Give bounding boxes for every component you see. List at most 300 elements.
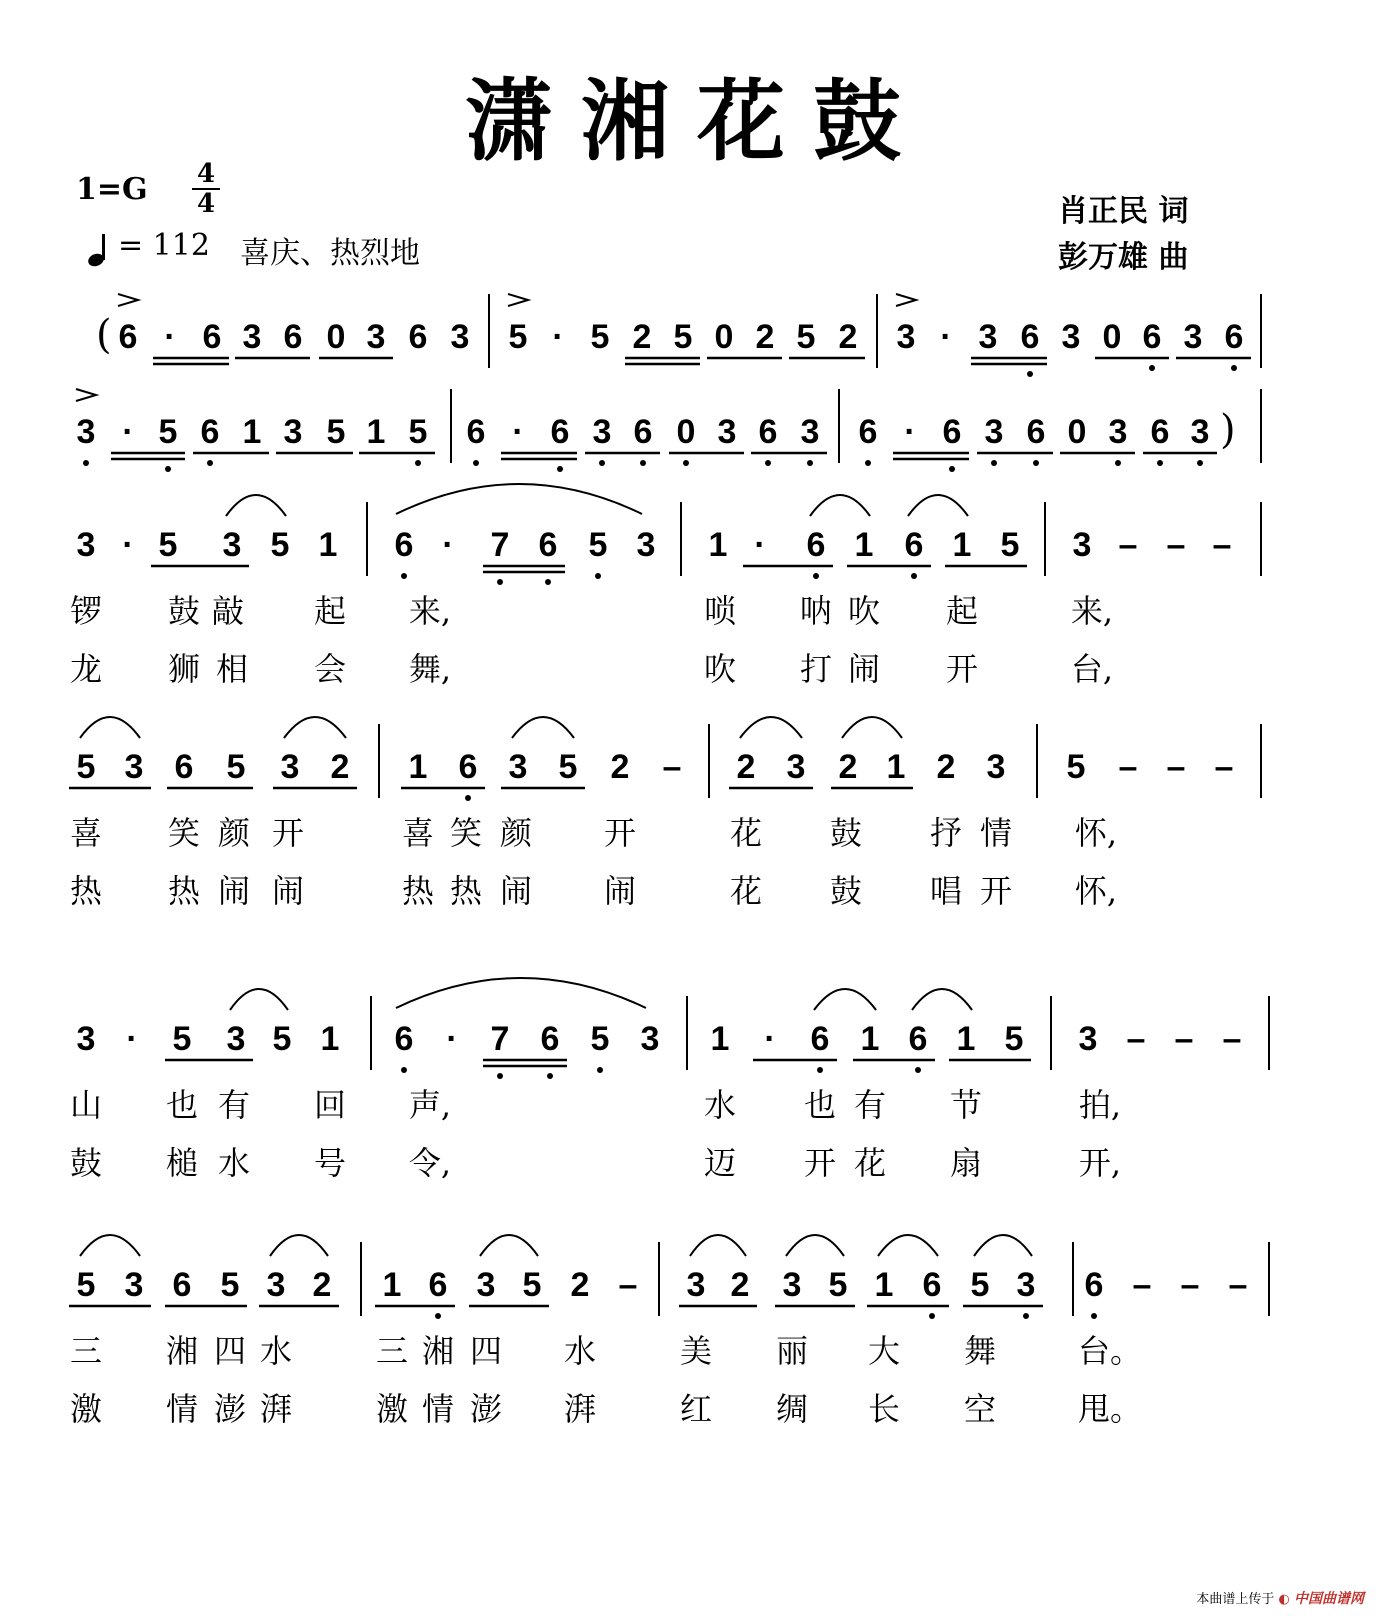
note: 2 — [632, 318, 652, 356]
low-octave-dot — [207, 460, 213, 466]
lyric-char: 开 — [945, 650, 979, 688]
footer-brand: 中国曲谱网 — [1294, 1591, 1364, 1607]
note: 3 — [124, 1266, 144, 1304]
note: · — [164, 318, 176, 356]
note: 6 — [466, 413, 486, 451]
low-octave-dot — [497, 1073, 503, 1079]
note: 5 — [272, 1020, 292, 1058]
low-octave-dot — [949, 466, 955, 472]
note: 6 — [904, 526, 924, 564]
barline — [1260, 294, 1262, 368]
lyric-char: 吹 — [847, 592, 881, 630]
lyric-char: 丽 — [775, 1332, 809, 1370]
note: 5 — [76, 748, 96, 786]
lyric-char: 回 — [313, 1086, 347, 1124]
note: 3 — [222, 526, 242, 564]
note: 1 — [708, 526, 728, 564]
note: 5 — [76, 1266, 96, 1304]
note: 5 — [270, 526, 290, 564]
time-signature-top: 4 — [196, 159, 216, 189]
lyric-char: 甩。 — [1077, 1390, 1143, 1428]
lyric-char: 湘 — [421, 1332, 455, 1370]
low-octave-dot — [599, 460, 605, 466]
note: 3 — [1072, 526, 1092, 564]
lyric-char: 鼓 — [167, 592, 201, 630]
note: 0 — [714, 318, 734, 356]
note: 6 — [200, 413, 220, 451]
low-octave-dot — [807, 460, 813, 466]
note: 6 — [922, 1266, 942, 1304]
note: 6 — [540, 1020, 560, 1058]
slur — [878, 1235, 938, 1256]
lyric-char: 闹 — [217, 872, 251, 910]
barline — [1036, 724, 1038, 798]
lyric-char: 四 — [213, 1332, 247, 1370]
note: 3 — [984, 413, 1004, 451]
lyric-char: 开, — [1078, 1144, 1122, 1182]
note: 5 — [326, 413, 346, 451]
lyric-char: 开 — [979, 872, 1013, 910]
lyric-char: 怀, — [1074, 872, 1118, 910]
low-octave-dot — [683, 460, 689, 466]
note: 6 — [1142, 318, 1162, 356]
lyric-char: 令, — [408, 1144, 452, 1182]
note: 3 — [76, 1020, 96, 1058]
slur — [814, 989, 876, 1010]
slur — [230, 989, 288, 1010]
low-octave-dot — [929, 1313, 935, 1319]
note: · — [512, 413, 524, 451]
low-octave-dot — [1157, 460, 1163, 466]
accent-mark — [118, 294, 138, 306]
note: 3 — [717, 413, 737, 451]
lyric-char: 情 — [165, 1390, 199, 1428]
note: 2 — [312, 1266, 332, 1304]
barline — [838, 389, 840, 463]
lyric-char: 热 — [69, 872, 103, 910]
note: 5 — [226, 748, 246, 786]
lyric-char: 拍, — [1078, 1086, 1122, 1124]
note: 6 — [202, 318, 222, 356]
note: 0 — [1067, 413, 1087, 451]
low-octave-dot — [640, 460, 646, 466]
low-octave-dot — [545, 579, 551, 585]
lyric-char: 来, — [1070, 592, 1114, 630]
lyric-char: 颜 — [499, 814, 533, 852]
note: 1 — [382, 1266, 402, 1304]
barline — [686, 996, 688, 1070]
lyric-char: 澎 — [213, 1390, 247, 1428]
note: – — [1166, 526, 1186, 564]
note: 2 — [730, 1266, 750, 1304]
lyric-char: 有 — [853, 1086, 887, 1124]
note: · — [122, 413, 134, 451]
note: · — [940, 318, 952, 356]
note: 3 — [283, 413, 303, 451]
lyric-char: 台。 — [1077, 1332, 1143, 1370]
lyric-char: 大 — [867, 1332, 901, 1370]
note: 5 — [522, 1266, 542, 1304]
low-octave-dot — [1115, 460, 1121, 466]
note: 3 — [896, 318, 916, 356]
low-octave-dot — [765, 460, 771, 466]
note: 6 — [428, 1266, 448, 1304]
lyric-char: 激 — [69, 1390, 103, 1428]
note: 2 — [570, 1266, 590, 1304]
note: 2 — [610, 748, 630, 786]
slur — [786, 1235, 844, 1256]
lyric-char: 鼓 — [829, 872, 863, 910]
lyric-char: 打 — [799, 650, 833, 688]
low-octave-dot — [1027, 371, 1033, 377]
slur — [912, 989, 972, 1010]
note: 1 — [886, 748, 906, 786]
note: 5 — [408, 413, 428, 451]
barline — [450, 389, 452, 463]
lyric-char: 澎 — [469, 1390, 503, 1428]
slur — [226, 495, 286, 516]
site-logo-icon: ◐ — [1278, 1592, 1290, 1607]
composer-credit: 彭万雄 曲 — [1058, 240, 1189, 275]
low-octave-dot — [557, 466, 563, 472]
low-octave-dot — [401, 1067, 407, 1073]
low-octave-dot — [1231, 365, 1237, 371]
barline — [1260, 502, 1262, 576]
note: 1 — [860, 1020, 880, 1058]
lyric-char: 热 — [449, 872, 483, 910]
lyric-char: 舞, — [408, 650, 452, 688]
low-octave-dot — [597, 1067, 603, 1073]
long-slur — [396, 484, 642, 514]
note: 6 — [1026, 413, 1046, 451]
note: 6 — [283, 318, 303, 356]
slur — [974, 1235, 1032, 1256]
note: 3 — [1061, 318, 1081, 356]
lyric-char: 花 — [853, 1144, 887, 1182]
note: 6 — [172, 1266, 192, 1304]
barline — [1044, 502, 1046, 576]
note: 5 — [158, 526, 178, 564]
note: 6 — [1224, 318, 1244, 356]
lyric-char: 唢 — [703, 592, 737, 630]
lyric-char: 热 — [167, 872, 201, 910]
note: 2 — [838, 748, 858, 786]
lyric-char: 开 — [803, 1144, 837, 1182]
note: · — [122, 526, 134, 564]
lyric-char: 台, — [1070, 650, 1114, 688]
barline — [1268, 996, 1270, 1070]
lyric-char: 有 — [217, 1086, 251, 1124]
note: – — [662, 748, 682, 786]
note: 3 — [1108, 413, 1128, 451]
low-octave-dot — [813, 573, 819, 579]
note: 6 — [394, 526, 414, 564]
note: 2 — [736, 748, 756, 786]
lyric-char: 空 — [963, 1390, 997, 1428]
note: 6 — [1150, 413, 1170, 451]
slur — [284, 717, 346, 738]
lyric-char: 唱 — [929, 872, 963, 910]
slur — [512, 717, 574, 738]
slur — [810, 495, 870, 516]
barline — [1050, 996, 1052, 1070]
lyric-char: 相 — [215, 650, 249, 688]
note: 3 — [1190, 413, 1210, 451]
lyric-char: 四 — [469, 1332, 503, 1370]
lyric-char: 花 — [729, 814, 763, 852]
lyric-char: 槌 — [165, 1144, 199, 1182]
low-octave-dot — [1149, 365, 1155, 371]
note: 1 — [320, 1020, 340, 1058]
note: – — [1174, 1020, 1194, 1058]
key-signature: 1=G — [76, 172, 148, 207]
note: 5 — [828, 1266, 848, 1304]
low-octave-dot — [83, 460, 89, 466]
lyric-char: 迈 — [703, 1144, 737, 1182]
slur — [740, 717, 802, 738]
lyric-char: 呐 — [799, 592, 833, 630]
note: 2 — [838, 318, 858, 356]
note: 1 — [874, 1266, 894, 1304]
note: 3 — [366, 318, 386, 356]
note: 6 — [394, 1020, 414, 1058]
note: 6 — [458, 748, 478, 786]
barline — [488, 294, 490, 368]
lyric-char: 情 — [979, 814, 1013, 852]
note: · — [126, 1020, 138, 1058]
note: 1 — [854, 526, 874, 564]
note: 6 — [858, 413, 878, 451]
accent-mark — [76, 389, 96, 401]
lyric-char: 扇 — [949, 1144, 983, 1182]
note: 1 — [408, 748, 428, 786]
note: 0 — [326, 318, 346, 356]
lyric-char: 怀, — [1074, 814, 1118, 852]
note: 3 — [592, 413, 612, 451]
note: 3 — [226, 1020, 246, 1058]
note: 0 — [1102, 318, 1122, 356]
note: 3 — [800, 413, 820, 451]
lyric-char: 红 — [679, 1390, 713, 1428]
lyric-char: 鼓 — [829, 814, 863, 852]
long-slur — [396, 978, 646, 1008]
barline — [1260, 389, 1262, 463]
accent-mark — [508, 294, 528, 306]
low-octave-dot — [1197, 460, 1203, 466]
note: · — [446, 1020, 458, 1058]
note: · — [904, 413, 916, 451]
low-octave-dot — [817, 1067, 823, 1073]
note: 5 — [508, 318, 528, 356]
lyric-char: 水 — [703, 1086, 737, 1124]
lyric-char: 热 — [401, 872, 435, 910]
note: · — [754, 526, 766, 564]
slur — [80, 717, 140, 738]
lyric-char: 狮 — [167, 650, 201, 688]
lyric-char: 抒 — [929, 814, 963, 852]
note: 3 — [266, 1266, 286, 1304]
note: 2 — [936, 748, 956, 786]
note: 6 — [538, 526, 558, 564]
lyric-char: 吹 — [703, 650, 737, 688]
barline — [876, 294, 878, 368]
lyric-char: 来, — [408, 592, 452, 630]
note: – — [1214, 748, 1234, 786]
note: 5 — [588, 526, 608, 564]
note: 5 — [970, 1266, 990, 1304]
lyric-char: 山 — [69, 1086, 103, 1124]
barline — [708, 724, 710, 798]
lyric-char: 喜 — [401, 814, 435, 852]
song-title: 潇湘花鼓 — [464, 70, 929, 173]
lyric-char: 颜 — [217, 814, 251, 852]
low-octave-dot — [991, 460, 997, 466]
low-octave-dot — [1033, 460, 1039, 466]
note: 6 — [810, 1020, 830, 1058]
low-octave-dot — [465, 795, 471, 801]
note: 3 — [450, 318, 470, 356]
note: · — [552, 318, 564, 356]
low-octave-dot — [415, 460, 421, 466]
lyric-char: 湘 — [165, 1332, 199, 1370]
note: 5 — [1004, 1020, 1024, 1058]
note: – — [1118, 526, 1138, 564]
lyric-char: 锣 — [69, 592, 103, 630]
lyric-char: 闹 — [499, 872, 533, 910]
barline — [360, 1242, 362, 1316]
barline — [366, 502, 368, 576]
lyric-char: 花 — [729, 872, 763, 910]
barline — [378, 724, 380, 798]
note: – — [1228, 1266, 1248, 1304]
note: 1 — [710, 1020, 730, 1058]
note: – — [1212, 526, 1232, 564]
low-octave-dot — [1091, 1313, 1097, 1319]
expression-marking: 喜庆、热烈地 — [240, 236, 420, 271]
lyric-char: 鼓 — [69, 1144, 103, 1182]
note: 6 — [118, 318, 138, 356]
slur — [480, 1235, 538, 1256]
note: 0 — [676, 413, 696, 451]
note: 1 — [366, 413, 386, 451]
low-octave-dot — [435, 1313, 441, 1319]
close-parenthesis: ) — [1220, 407, 1236, 453]
note: 6 — [633, 413, 653, 451]
lyric-char: 湃 — [563, 1390, 597, 1428]
lyric-char: 三 — [375, 1332, 409, 1370]
note: 1 — [318, 526, 338, 564]
lyric-char: 闹 — [847, 650, 881, 688]
note: 1 — [952, 526, 972, 564]
note: 6 — [806, 526, 826, 564]
low-octave-dot — [915, 1067, 921, 1073]
lyric-char: 号 — [313, 1144, 347, 1182]
lyric-char: 三 — [69, 1332, 103, 1370]
lyric-char: 水 — [217, 1144, 251, 1182]
low-octave-dot — [401, 573, 407, 579]
note: 6 — [942, 413, 962, 451]
lyric-char: 长 — [867, 1390, 901, 1428]
note: 5 — [1066, 748, 1086, 786]
note: 6 — [550, 413, 570, 451]
note: 3 — [1078, 1020, 1098, 1058]
note: 3 — [76, 413, 96, 451]
barline — [1268, 1242, 1270, 1316]
note: 6 — [408, 318, 428, 356]
lyric-char: 笑 — [449, 814, 483, 852]
note: 3 — [242, 318, 262, 356]
note: 3 — [124, 748, 144, 786]
note: 3 — [76, 526, 96, 564]
low-octave-dot — [911, 573, 917, 579]
note: 5 — [172, 1020, 192, 1058]
lyric-char: 龙 — [69, 650, 103, 688]
lyric-char: 也 — [165, 1086, 199, 1124]
note: 3 — [1183, 318, 1203, 356]
note: 2 — [755, 318, 775, 356]
note: 5 — [590, 318, 610, 356]
slur — [908, 495, 968, 516]
note: 3 — [636, 526, 656, 564]
lyric-char: 会 — [313, 650, 347, 688]
lyric-char: 起 — [313, 592, 347, 630]
note: 3 — [476, 1266, 496, 1304]
note: 3 — [1016, 1266, 1036, 1304]
lyric-char: 笑 — [167, 814, 201, 852]
note: 7 — [490, 1020, 510, 1058]
note: 2 — [330, 748, 350, 786]
note: 3 — [280, 748, 300, 786]
lyric-char: 开 — [603, 814, 637, 852]
note: 1 — [242, 413, 262, 451]
lyric-char: 湃 — [259, 1390, 293, 1428]
note: – — [1166, 748, 1186, 786]
low-octave-dot — [473, 460, 479, 466]
lyric-char: 敲 — [211, 592, 245, 630]
barline — [1260, 724, 1262, 798]
barline — [1072, 1242, 1074, 1316]
lyric-char: 喜 — [69, 814, 103, 852]
low-octave-dot — [497, 579, 503, 585]
slur — [270, 1235, 328, 1256]
lyric-char: 开 — [271, 814, 305, 852]
note: 5 — [220, 1266, 240, 1304]
note: 6 — [174, 748, 194, 786]
lyric-char: 也 — [803, 1086, 837, 1124]
note: 3 — [782, 1266, 802, 1304]
note: 3 — [640, 1020, 660, 1058]
slur — [80, 1235, 140, 1256]
lyric-char: 水 — [259, 1332, 293, 1370]
lyric-char: 舞 — [963, 1332, 997, 1370]
note: 6 — [1020, 318, 1040, 356]
note: · — [764, 1020, 776, 1058]
barline — [370, 996, 372, 1070]
note: 7 — [490, 526, 510, 564]
note: 5 — [796, 318, 816, 356]
footer — [1196, 1588, 1364, 1608]
lyric-char: 闹 — [271, 872, 305, 910]
note: 3 — [686, 1266, 706, 1304]
low-octave-dot — [595, 573, 601, 579]
note: – — [1180, 1266, 1200, 1304]
lyric-char: 节 — [949, 1086, 983, 1124]
low-octave-dot — [865, 460, 871, 466]
lyric-char: 情 — [421, 1390, 455, 1428]
note: – — [1118, 748, 1138, 786]
lyric-char: 声, — [408, 1086, 452, 1124]
note: 6 — [1084, 1266, 1104, 1304]
